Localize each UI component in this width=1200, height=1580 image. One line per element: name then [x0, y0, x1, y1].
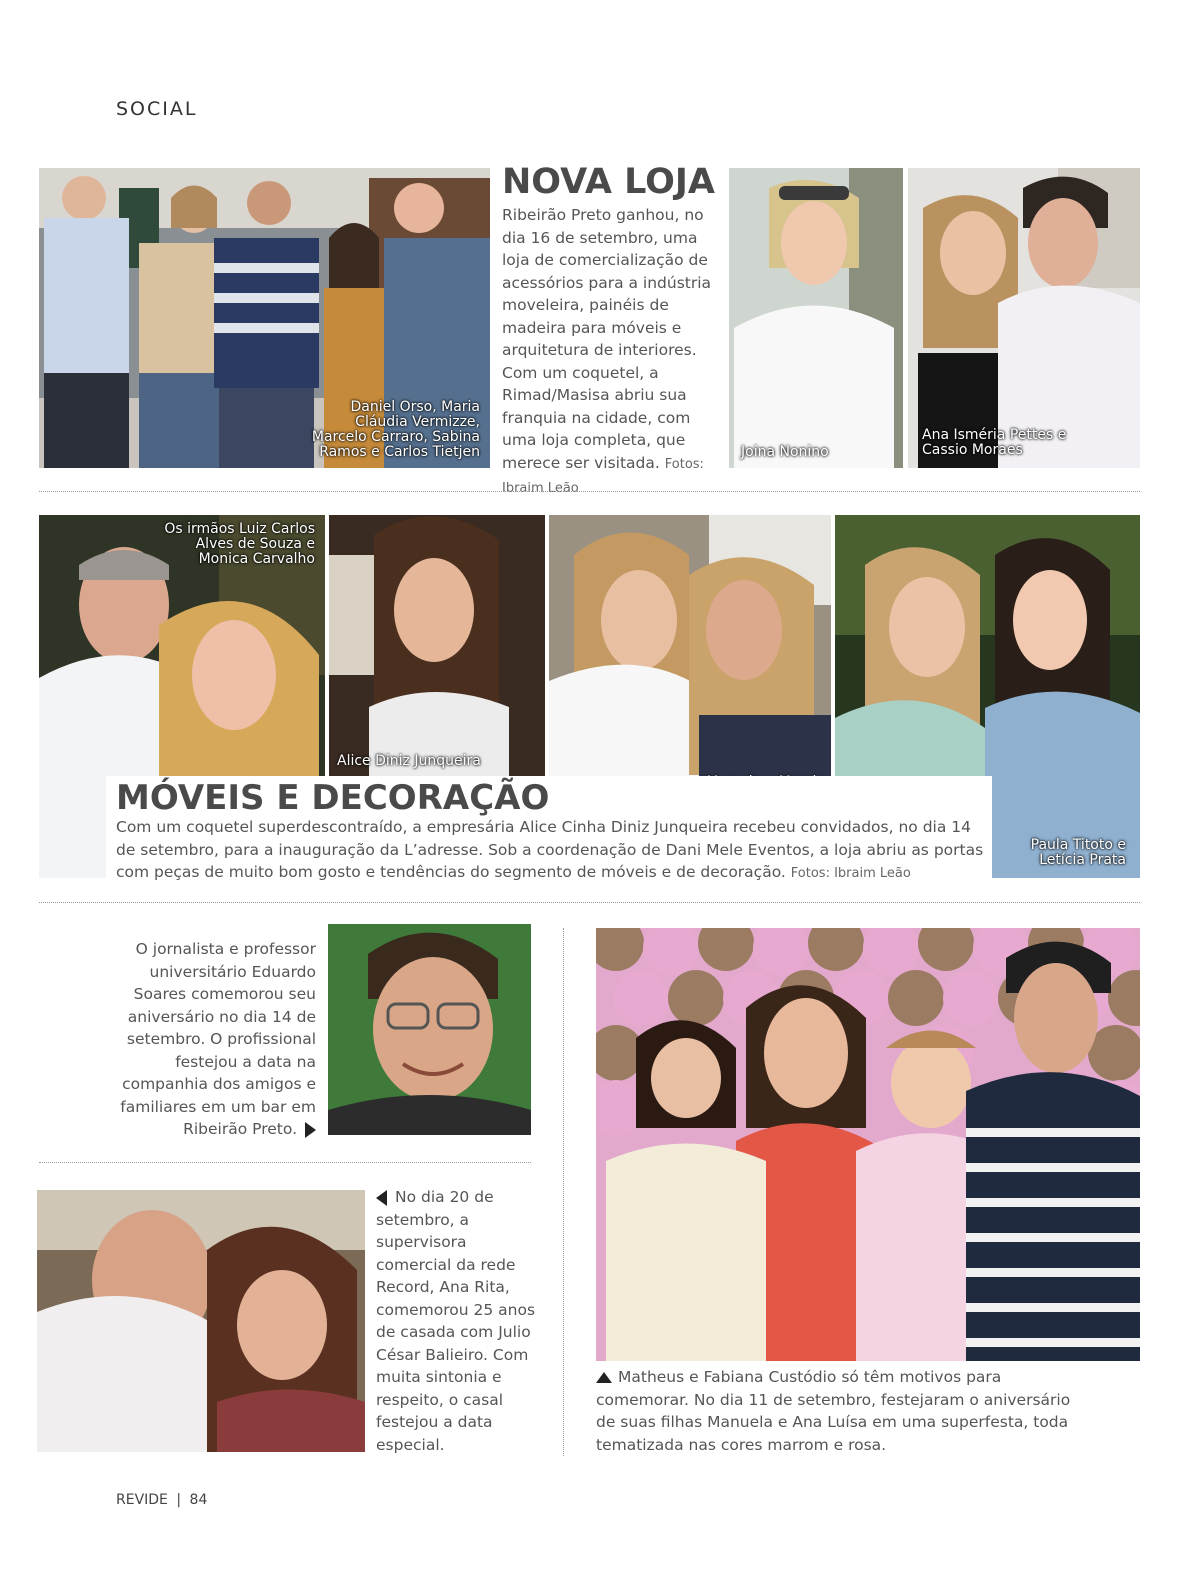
custodio-text: Matheus e Fabiana Custódio só têm motivos para comemorar. No dia 11 de setembro, festejaram o aniversário de suas filhas Manuela e Ana Luísa em uma superfesta, toda tematizada nas cores marrom e rosa. — [596, 1368, 1071, 1454]
page-footer — [116, 1492, 207, 1508]
caption-joina: Joina Nonino — [741, 444, 829, 460]
ana-rita-body — [376, 1186, 536, 1456]
moveis-credit: Fotos: Ibraim Leão — [790, 866, 911, 881]
photo-joina — [729, 168, 903, 468]
footer-page-number: 84 — [189, 1492, 208, 1508]
caption-irmaos: Os irmãos Luiz Carlos Alves de Souza e Monica Carvalho — [164, 521, 315, 567]
footer-separator: | — [176, 1492, 182, 1508]
eduardo-text: O jornalista e professor universitário Eduardo Soares comemorou seu aniversário no dia 14 de setembro. O profissional festejou a data na companhia dos amigos e familiares em um bar em Ribeirão Preto. — [120, 940, 316, 1138]
moveis-text: Com um coquetel superdescontraído, a empresária Alice Cinha Diniz Junqueira recebeu convidados, no dia 14 de setembro, para a inauguração da L’adresse. Sob a coordenação de Dani Mele Eventos, a loja abriu as portas com peças de muito bom gosto e tendências do segmento de móveis e de decoração. — [116, 818, 984, 881]
divider-2 — [39, 902, 1140, 903]
arrow-right-icon — [305, 1122, 316, 1138]
vertical-divider — [563, 928, 564, 1456]
photo-group-nova-loja — [39, 168, 490, 468]
caption-alice: Alice Diniz Junqueira — [337, 753, 481, 769]
eduardo-body — [110, 938, 316, 1141]
moveis-body — [116, 816, 984, 886]
ana-rita-text: No dia 20 de setembro, a supervisora comercial da rede Record, Ana Rita, comemorou 25 anos de casada com Julio César Balieiro. Com muita sintonia e respeito, o casal festejou a data especial. — [376, 1188, 536, 1454]
photo-alice — [329, 515, 545, 777]
nova-loja-title: NOVA LOJA — [502, 162, 716, 202]
nova-loja-body — [502, 204, 714, 501]
section-label: SOCIAL — [116, 98, 198, 120]
caption-paula: Paula Titoto e Letícia Prata — [1030, 837, 1126, 868]
photo-custodio — [596, 928, 1140, 1361]
photo-eduardo — [328, 924, 531, 1135]
arrow-left-icon — [376, 1190, 387, 1206]
footer-magazine: REVIDE — [116, 1492, 168, 1508]
photo-ana-rita — [37, 1190, 365, 1452]
arrow-up-icon — [596, 1372, 612, 1383]
nova-loja-text: Ribeirão Preto ganhou, no dia 16 de setembro, uma loja de comercialização de acessórios para a indústria moveleira, painéis de madeira para móveis e arquitetura de interiores. Com um coquetel, a Rimad/Masisa abriu sua franquia na cidade, com uma loja completa, que merece ser visitada. — [502, 206, 712, 472]
caption-group: Daniel Orso, Maria Cláudia Vermizze, Marcelo Carraro, Sabina Ramos e Carlos Tietjen — [311, 399, 480, 460]
photo-ana-cassio — [908, 168, 1140, 468]
custodio-body — [596, 1366, 1076, 1456]
divider-3 — [39, 1162, 531, 1163]
caption-ana-cassio: Ana Isméria Pettes e Cassio Moraes — [922, 427, 1067, 458]
photo-marcela — [549, 515, 831, 811]
divider-1 — [39, 491, 1140, 492]
moveis-title: MÓVEIS E DECORAÇÃO — [116, 778, 550, 818]
nova-loja-credit: Fotos: Ibraim Leão — [502, 456, 704, 496]
